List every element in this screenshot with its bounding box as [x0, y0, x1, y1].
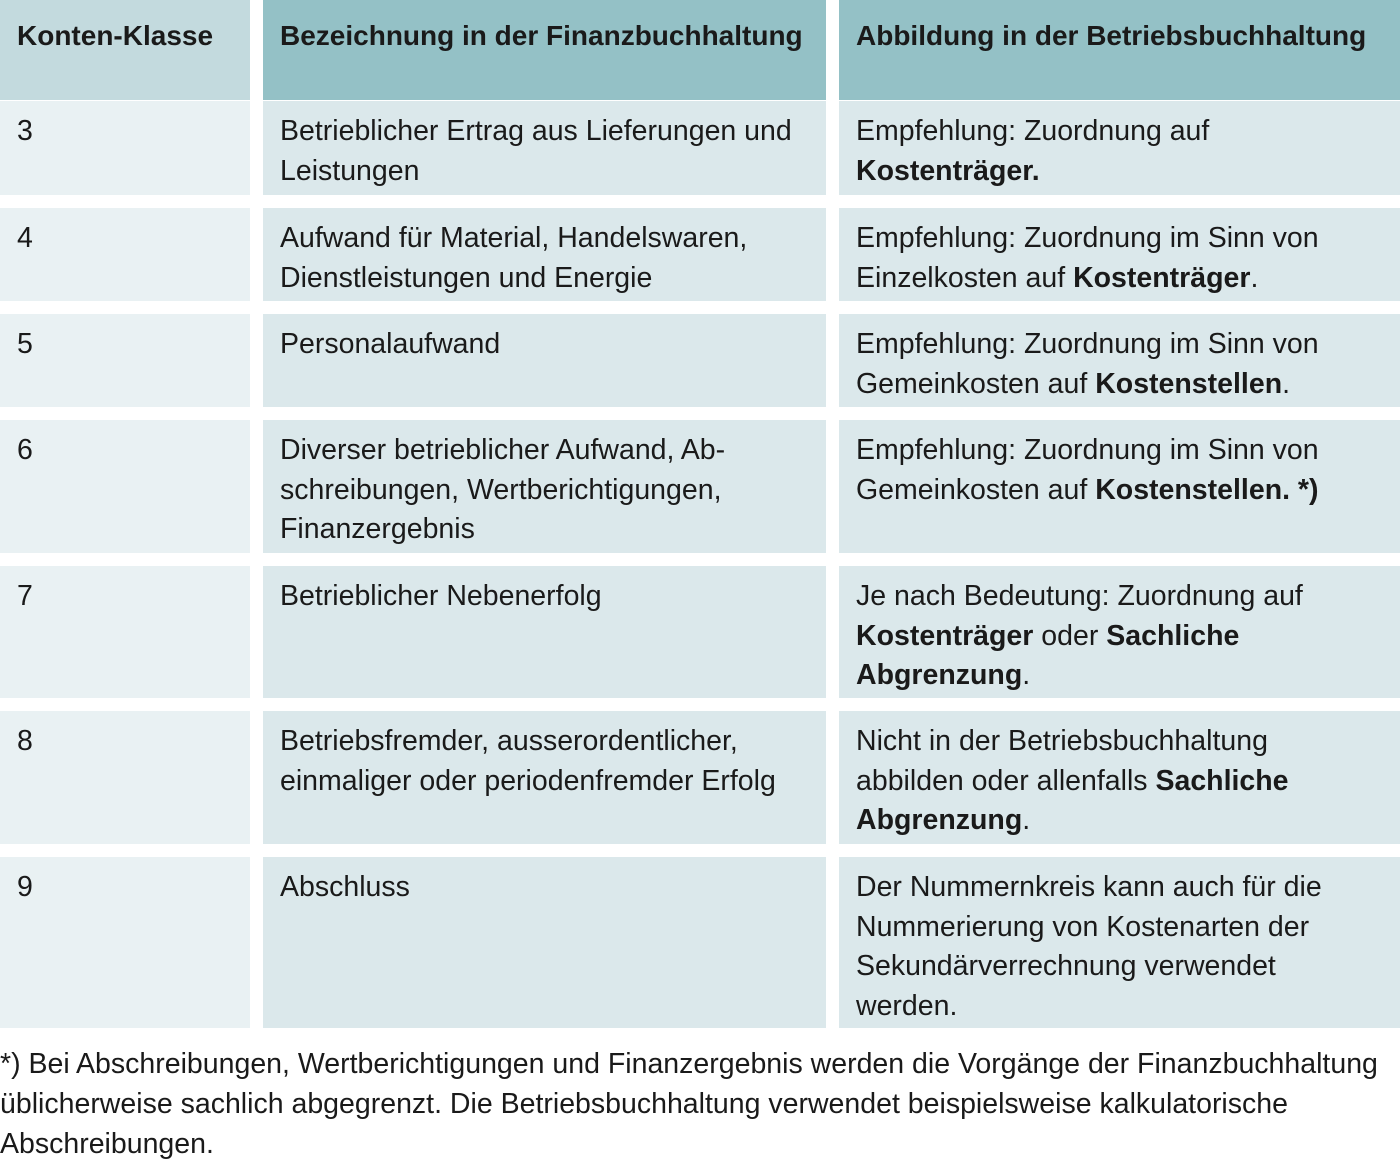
- header-abbildung: Abbildung in der Betriebsbuchhaltung: [839, 0, 1400, 100]
- bold-text: Kostenstellen: [1095, 367, 1283, 400]
- table-row: [0, 101, 1400, 195]
- table-header-row: [0, 0, 1400, 100]
- bold-text: Sachliche Abgrenzung: [856, 619, 1240, 691]
- cell-abbildung: [839, 566, 1400, 698]
- bold-text: Kostenträger: [1073, 261, 1251, 294]
- cell-bezeichnung: Betrieblicher Ertrag aus Lieferungen und Leistungen: [263, 101, 826, 195]
- bold-text: Kostenträger: [856, 619, 1034, 652]
- cell-bezeichnung: Betrieblicher Nebenerfolg: [263, 566, 826, 698]
- text-segment: oder: [1033, 619, 1107, 652]
- table-row: [0, 208, 1400, 301]
- text-segment: Empfehlung: Zuordnung im Sinn von Gemeinkosten auf: [856, 328, 1319, 400]
- cell-klasse: 5: [0, 314, 250, 407]
- table-row: [0, 314, 1400, 407]
- cell-abbildung: [839, 711, 1400, 844]
- bold-text: Kostenträger.: [856, 154, 1040, 187]
- table-row: [0, 420, 1400, 553]
- cell-klasse: 8: [0, 711, 250, 844]
- cell-abbildung: [839, 420, 1400, 553]
- cell-bezeichnung: Personalaufwand: [263, 314, 826, 407]
- cell-klasse: 7: [0, 566, 250, 698]
- table-row: [0, 566, 1400, 698]
- cell-abbildung: [839, 857, 1400, 1028]
- footnote: *) Bei Abschreibungen, Wertberichtigungen und Finanzergebnis werden die Vorgänge der Finanzbuchhaltung üblicherweise sachlich abgegrenzt. Die Betriebsbuchhaltung verwendet beispielsweise kalkulatorische Abschreibungen.: [0, 1048, 1378, 1160]
- cell-bezeichnung: Aufwand für Material, Handelswaren, Dienstleistungen und Energie: [263, 208, 826, 301]
- text-segment: Empfehlung: Zuordnung im Sinn von Gemeinkosten auf: [856, 434, 1319, 506]
- cell-bezeichnung: Diverser betrieblicher Aufwand, Abschreibungen, Wertberichtigungen, Finanzergebnis: [263, 420, 826, 553]
- cell-abbildung: [839, 101, 1400, 195]
- cell-bezeichnung: Abschluss: [263, 857, 826, 1028]
- header-bezeichnung: Bezeichnung in der Finanzbuchhaltung: [263, 0, 826, 100]
- text-segment: .: [1282, 367, 1291, 400]
- text-segment: Empfehlung: Zuordnung auf: [856, 115, 1210, 147]
- text-segment: .: [1022, 659, 1031, 691]
- cell-klasse: 4: [0, 208, 250, 301]
- text-segment: Der Nummernkreis kann auch für die Nummerierung von Kostenarten der Sekundärverrechnung verwendet werden.: [856, 871, 1322, 1022]
- bold-text: Sachliche Abgrenzung: [856, 764, 1289, 836]
- text-segment: .: [1250, 261, 1259, 294]
- cell-bezeichnung: Betriebsfremder, ausserordentlicher, einmaliger oder periodenfremder Erfolg: [263, 711, 826, 844]
- cell-klasse: 3: [0, 101, 250, 195]
- cell-abbildung: [839, 314, 1400, 407]
- cell-klasse: 6: [0, 420, 250, 553]
- cell-abbildung: [839, 208, 1400, 301]
- text-segment: Nicht in der Betriebsbuchhaltung abbilden oder allenfalls: [856, 725, 1268, 797]
- text-segment: .: [1022, 804, 1031, 836]
- bold-text: Kostenstellen. *): [1095, 473, 1319, 506]
- text-segment: Je nach Bedeutung: Zuordnung auf: [856, 580, 1303, 612]
- header-konten-klasse: Konten-Klasse: [0, 0, 250, 100]
- text-segment: Empfehlung: Zuordnung im Sinn von Einzelkosten auf: [856, 222, 1319, 294]
- table-row: [0, 711, 1400, 844]
- cell-klasse: 9: [0, 857, 250, 1028]
- table-row: [0, 857, 1400, 1028]
